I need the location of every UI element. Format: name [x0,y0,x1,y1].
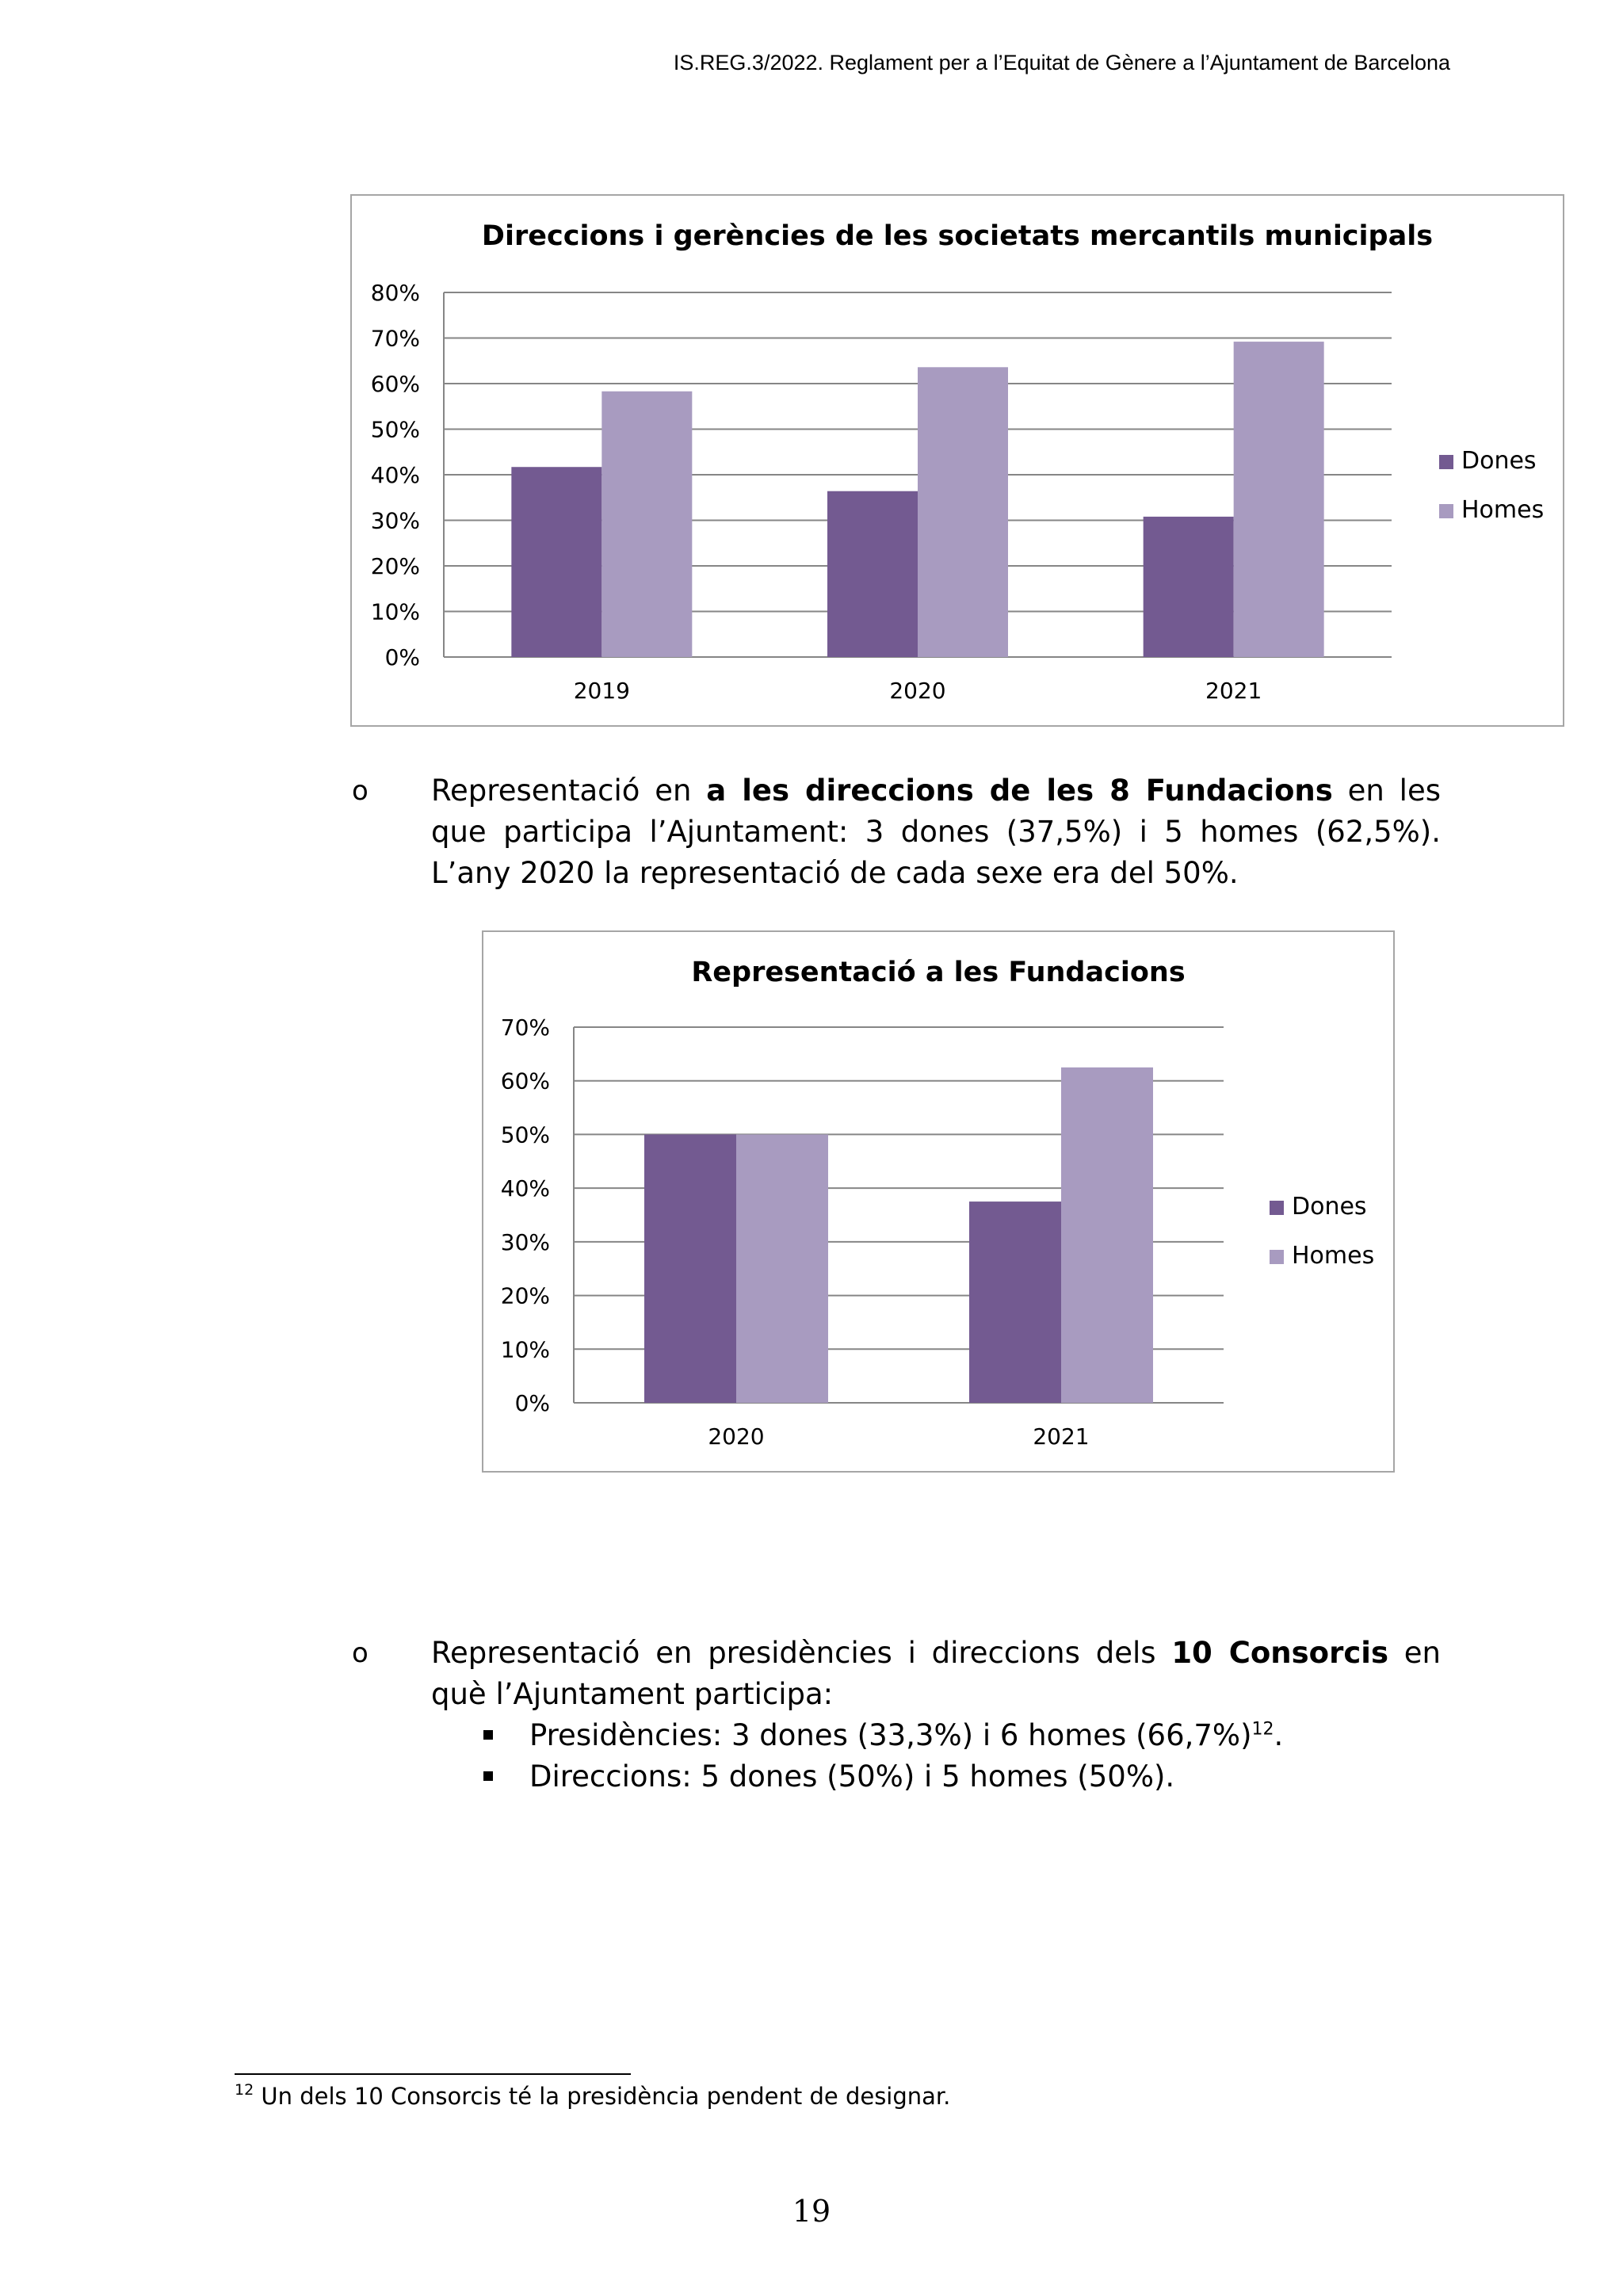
list-item: Presidències: 3 dones (33,3%) i 6 homes $(66,7\%)^{12}$. [529,1715,1441,1756]
legend-label-dones: Dones [1292,1193,1367,1221]
y-tick-label: 10% [370,598,420,625]
x-tick-label: 2021 [1205,678,1262,704]
bar-dones-2021 [1144,517,1234,657]
x-tick-label: 2021 [1033,1423,1090,1450]
x-tick-label: 2020 [889,678,946,704]
y-tick-label: 0% [514,1390,550,1416]
bar-homes-2021 [1234,342,1324,657]
y-tick-label: 40% [500,1175,550,1202]
legend-swatch-dones [1270,1201,1284,1215]
y-tick-label: 10% [500,1336,550,1363]
bar-homes-2021 [1061,1068,1153,1403]
legend-label-dones: Dones [1461,447,1537,475]
y-tick-label: 70% [370,325,420,352]
y-tick-label: 80% [370,280,420,306]
y-tick-label: 0% [384,644,420,670]
chart-societats-svg [352,196,1563,725]
bullet-fundacions [352,770,1441,894]
bar-homes-2019 [601,392,692,657]
legend-label-homes: Homes [1292,1242,1375,1270]
bullet-consorcis [352,1633,1441,1797]
legend-swatch-dones [1439,455,1453,469]
y-tick-label: 30% [500,1228,550,1255]
footnote: $^{12}$ Un dels 10 Consorcis té la presidència pendent de designar. [235,2081,951,2110]
legend-swatch-homes [1270,1250,1284,1264]
legend-swatch-homes [1439,504,1453,518]
bar-dones-2019 [511,467,601,657]
bar-homes-2020 [918,367,1008,657]
legend-label-homes: Homes [1461,496,1545,524]
footnote-ref[interactable]: 12 [1251,1719,1274,1740]
footnote-divider [235,2073,631,2075]
y-tick-label: 40% [370,462,420,488]
y-tick-label: 60% [370,371,420,397]
bar-homes-2020 [736,1134,828,1403]
y-tick-label: 30% [370,507,420,534]
bullet-fundacions-text: Representació en a les direccions de les 8 Fundacions en les que participa l’Ajuntament: 3 dones (37,5%) i 5 homes (62,5%). L’any 2020 la representació de cada sexe era del 50%. [431,774,1441,890]
list-item: Direccions: 5 dones (50%) i 5 homes (50%). [529,1756,1441,1797]
chart-fundacions [482,930,1395,1473]
x-tick-label: 2020 [708,1423,765,1450]
y-tick-label: 20% [370,553,420,579]
y-tick-label: 70% [500,1014,550,1041]
bullet-consorcis-text: Representació en presidències i direccions dels 10 Consorcis en què l’Ajuntament participa: [431,1636,1441,1711]
chart-fundacions-svg [483,932,1393,1471]
y-tick-label: 20% [500,1282,550,1309]
square-bullet-icon [483,1730,493,1740]
bar-dones-2021 [969,1201,1061,1403]
bullet-marker: o [352,775,369,807]
y-tick-label: 50% [370,416,420,443]
bar-dones-2020 [644,1134,736,1403]
square-bullet-icon [483,1771,493,1781]
bar-dones-2020 [827,491,918,657]
consorcis-sub-list [379,1715,1441,1797]
page-number: 19 [792,2194,831,2229]
x-tick-label: 2019 [573,678,630,704]
document-header: IS.REG.3/2022. Reglament per a l’Equitat de Gènere a l’Ajuntament de Barcelona [673,51,1450,74]
y-tick-label: 50% [500,1121,550,1148]
chart-title: Direccions i gerències de les societats mercantils municipals [481,220,1434,252]
y-tick-label: 60% [500,1068,550,1095]
chart-societats-mercantils [350,194,1564,727]
bullet-marker: o [352,1637,369,1669]
chart-title: Representació a les Fundacions [691,957,1186,988]
